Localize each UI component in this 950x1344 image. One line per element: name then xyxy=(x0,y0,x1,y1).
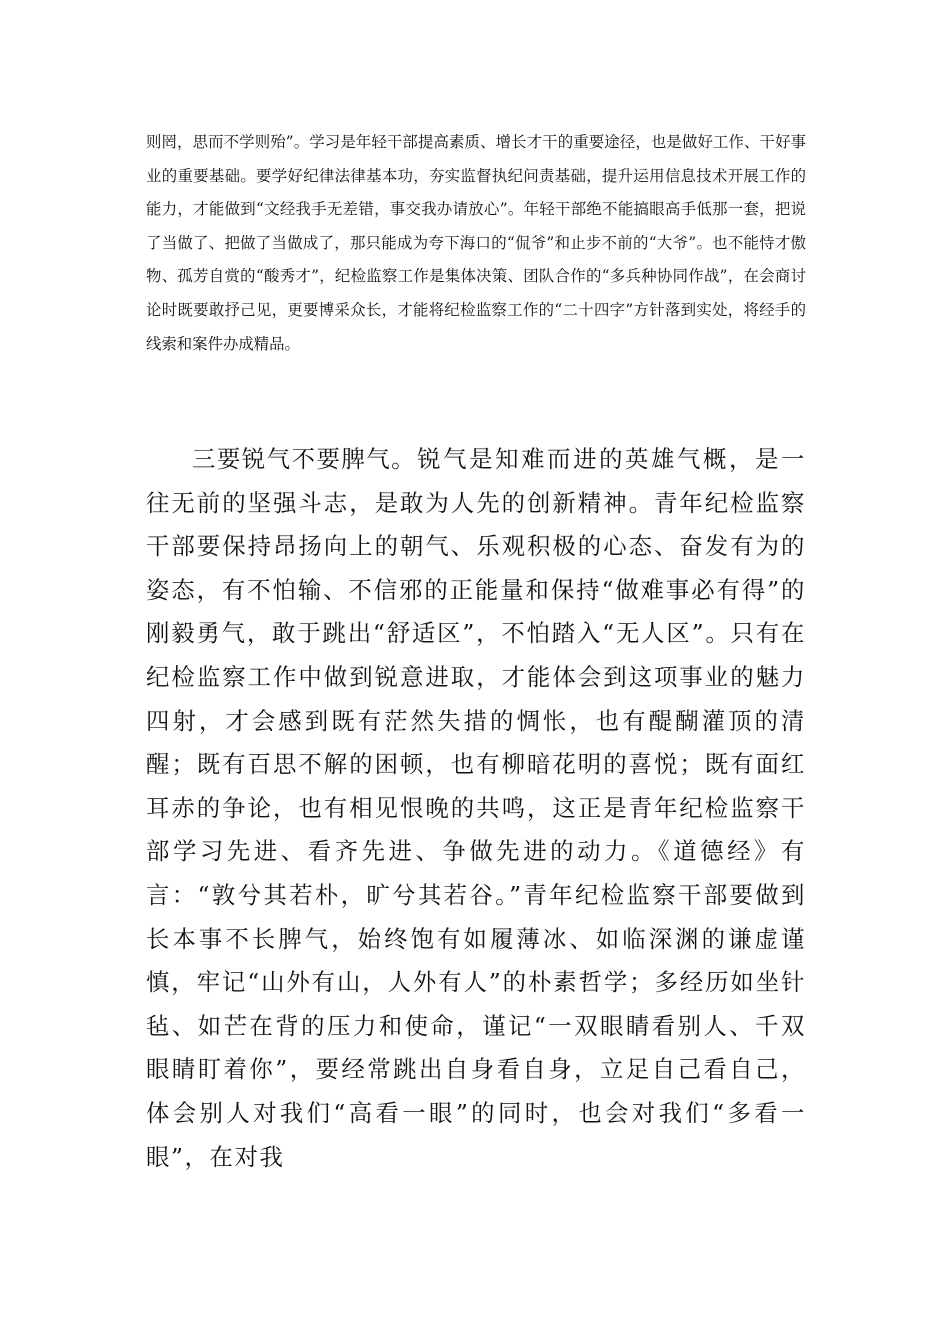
paragraph-heading: 三要锐气不要脾气 xyxy=(192,445,392,473)
paragraph-study: 则罔，思而不学则殆”。学习是年轻干部提高素质、增长才干的重要途径，也是做好工作、干好事业的重要基础。要学好纪律法律基本功，夯实监督执纪问责基础，提升运用信息技术开展工作的能力，才能做到“文经我手无差错，事交我办请放心”。年轻干部绝不能搞眼高手低那一套，把说了当做了、把做了当做成了，那只能成为夸下海口的“侃爷”和止步不前的“大爷”。也不能恃才傲物、孤芳自赏的“酸秀才”，纪检监察工作是集体决策、团队合作的“多兵种协同作战”，在会商讨论时既要敢抒己见，更要博采众长，才能将纪检监察工作的“二十四字”方针落到实处，将经手的线索和案件办成精品。 xyxy=(146,133,806,353)
paragraph-spirit xyxy=(146,438,806,1179)
paragraph-body: 。锐气是知难而进的英雄气概，是一往无前的坚强斗志，是敢为人先的创新精神。青年纪检监察干部要保持昂扬向上的朝气、乐观积极的心态、奋发有为的姿态，有不怕输、不信邪的正能量和保持“做难事必有得”的刚毅勇气，敢于跳出“舒适区”，不怕踏入“无人区”。只有在纪检监察工作中做到锐意进取，才能体会到这项事业的魅力四射，才会感到既有茫然失措的惆怅，也有醍醐灌顶的清醒；既有百思不解的困顿，也有柳暗花明的喜悦；既有面红耳赤的争论，也有相见恨晚的共鸣，这正是青年纪检监察干部学习先进、看齐先进、争做先进的动力。《道德经》有言：“敦兮其若朴，旷兮其若谷。”青年纪检监察干部要做到长本事不长脾气，始终饱有如履薄冰、如临深渊的谦虚谨慎，牢记“山外有山，人外有人”的朴素哲学；多经历如坐针毡、如芒在背的压力和使命，谨记“一双眼睛看别人、千双眼睛盯着你”，要经常跳出自身看自身，立足自己看自己，体会别人对我们“高看一眼”的同时，也会对我们“多看一眼”，在对我 xyxy=(146,445,806,1171)
